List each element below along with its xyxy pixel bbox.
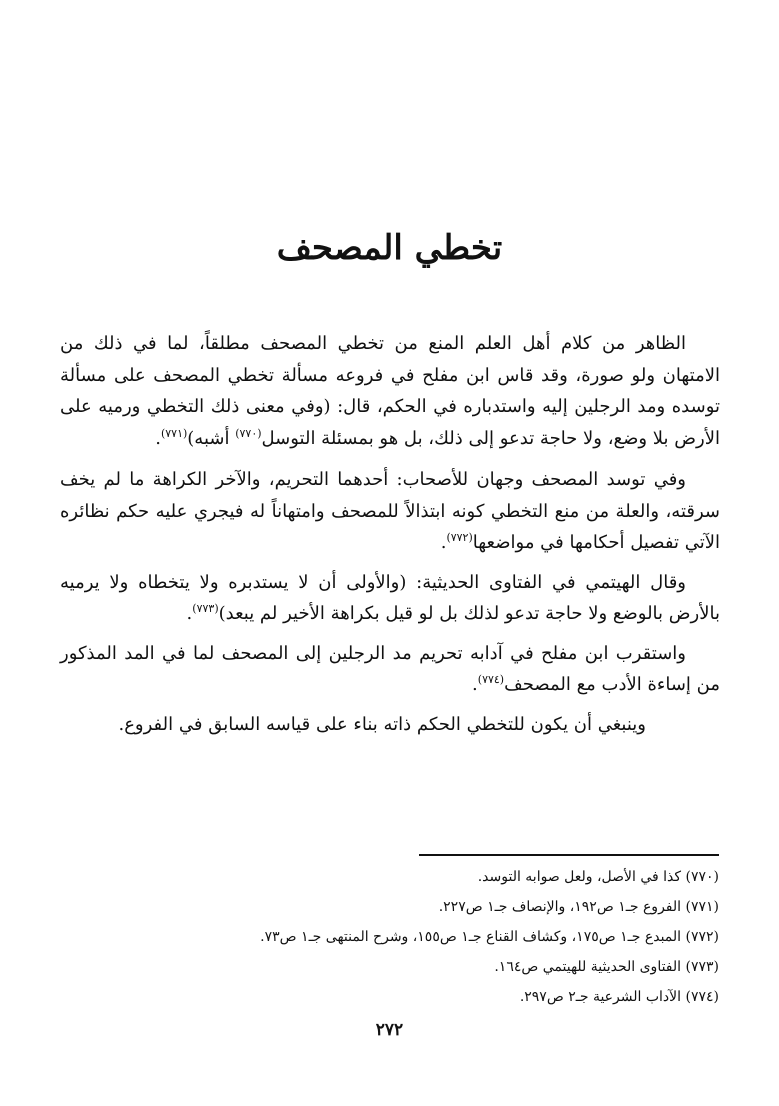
paragraph-2 <box>60 464 720 559</box>
footnote-ref-773[interactable]: (٧٧٣) <box>192 602 219 615</box>
paragraph-1 <box>60 328 720 454</box>
paragraph-5 <box>60 709 720 741</box>
paragraph-4 <box>60 638 720 701</box>
paragraph-4-text: واستقرب ابن مفلح في آدابه تحريم مد الرجلين إلى المصحف لما في المد المذكور من إساءة الأدب مع المصحف <box>60 642 720 695</box>
footnote-ref-771[interactable]: (٧٧١) <box>160 426 188 440</box>
paragraph-3-end: . <box>186 603 193 624</box>
paragraph-3 <box>60 567 720 630</box>
footnote-text: الآداب الشرعية جـ٢ ص٢٩٧. <box>519 989 682 1005</box>
paragraph-3-text: وقال الهيتمي في الفتاوى الحديثية: (والأولى أن لا يستدبره ولا يتخطاه ولا يرميه بالأرض بالوضع ولا حاجة تدعو لذلك بل لو قيل بكراهة الأخير لم يبعد) <box>60 571 720 624</box>
footnote-text: الفتاوى الحديثية للهيتمي ص١٦٤. <box>494 959 682 975</box>
footnote-ref-774[interactable]: (٧٧٤) <box>477 673 505 686</box>
footnote-text: كذا في الأصل، ولعل صوابه التوسد. <box>477 869 682 885</box>
body-text <box>60 328 720 748</box>
footnote-text: المبدع جـ١ ص١٧٥، وكشاف القناع جـ١ ص١٥٥، وشرح المنتهى جـ١ ص٧٣. <box>260 929 682 945</box>
footnote-772 <box>59 922 719 952</box>
footnotes <box>59 862 719 1012</box>
paragraph-5-text: وينبغي أن يكون للتخطي الحكم ذاته بناء على قياسه السابق في الفروع. <box>118 713 646 735</box>
paragraph-2-text: وفي توسد المصحف وجهان للأصحاب: أحدهما التحريم، والآخر الكراهة ما لم يخف سرقته، والعلة من منع التخطي كونه ابتذالاً للمصحف وامتهاناً له فيجري عليه حكم نظائره الآتي تفصيل أحكامها في مواضعها <box>60 469 720 553</box>
footnote-number: (٧٧٤) <box>685 989 719 1005</box>
footnote-number: (٧٧١) <box>685 899 719 915</box>
chapter-title: تخطي المصحف <box>276 228 503 268</box>
page-number: ٢٧٢ <box>375 1020 404 1040</box>
paragraph-1-text: الظاهر من كلام أهل العلم المنع من تخطي المصحف مطلقاً، لما في ذلك من الامتهان ولو صورة، وقد قاس ابن مفلح في فروعه مسألة تخطي المصحف على مسألة توسده ومد الرجلين إليه واستدباره في الحكم، قال: (وفي معنى ذلك التخطي ورميه على الأرض بلا وضع، ولا حاجة تدعو إلى ذلك، بل هو بمسئلة التوسل <box>60 333 720 449</box>
footnote-ref-770[interactable]: (٧٧٠) <box>235 426 262 440</box>
paragraph-4-end: . <box>472 674 478 695</box>
paragraph-1-end: . <box>155 427 161 449</box>
footnote-divider <box>419 854 719 856</box>
footnote-number: (٧٧٣) <box>685 959 719 975</box>
footnote-number: (٧٧٠) <box>685 869 719 885</box>
paragraph-1-text-2: أشبه) <box>187 427 236 449</box>
paragraph-2-end: . <box>440 532 447 553</box>
footnote-774 <box>59 982 719 1012</box>
footnote-771 <box>59 892 719 922</box>
footnote-number: (٧٧٢) <box>685 929 719 945</box>
footnote-773 <box>59 952 719 982</box>
footnote-770 <box>59 862 719 892</box>
footnote-ref-772[interactable]: (٧٧٢) <box>446 531 473 544</box>
footnote-text: الفروع جـ١ ص١٩٢، والإنصاف جـ١ ص٢٢٧. <box>438 899 682 915</box>
